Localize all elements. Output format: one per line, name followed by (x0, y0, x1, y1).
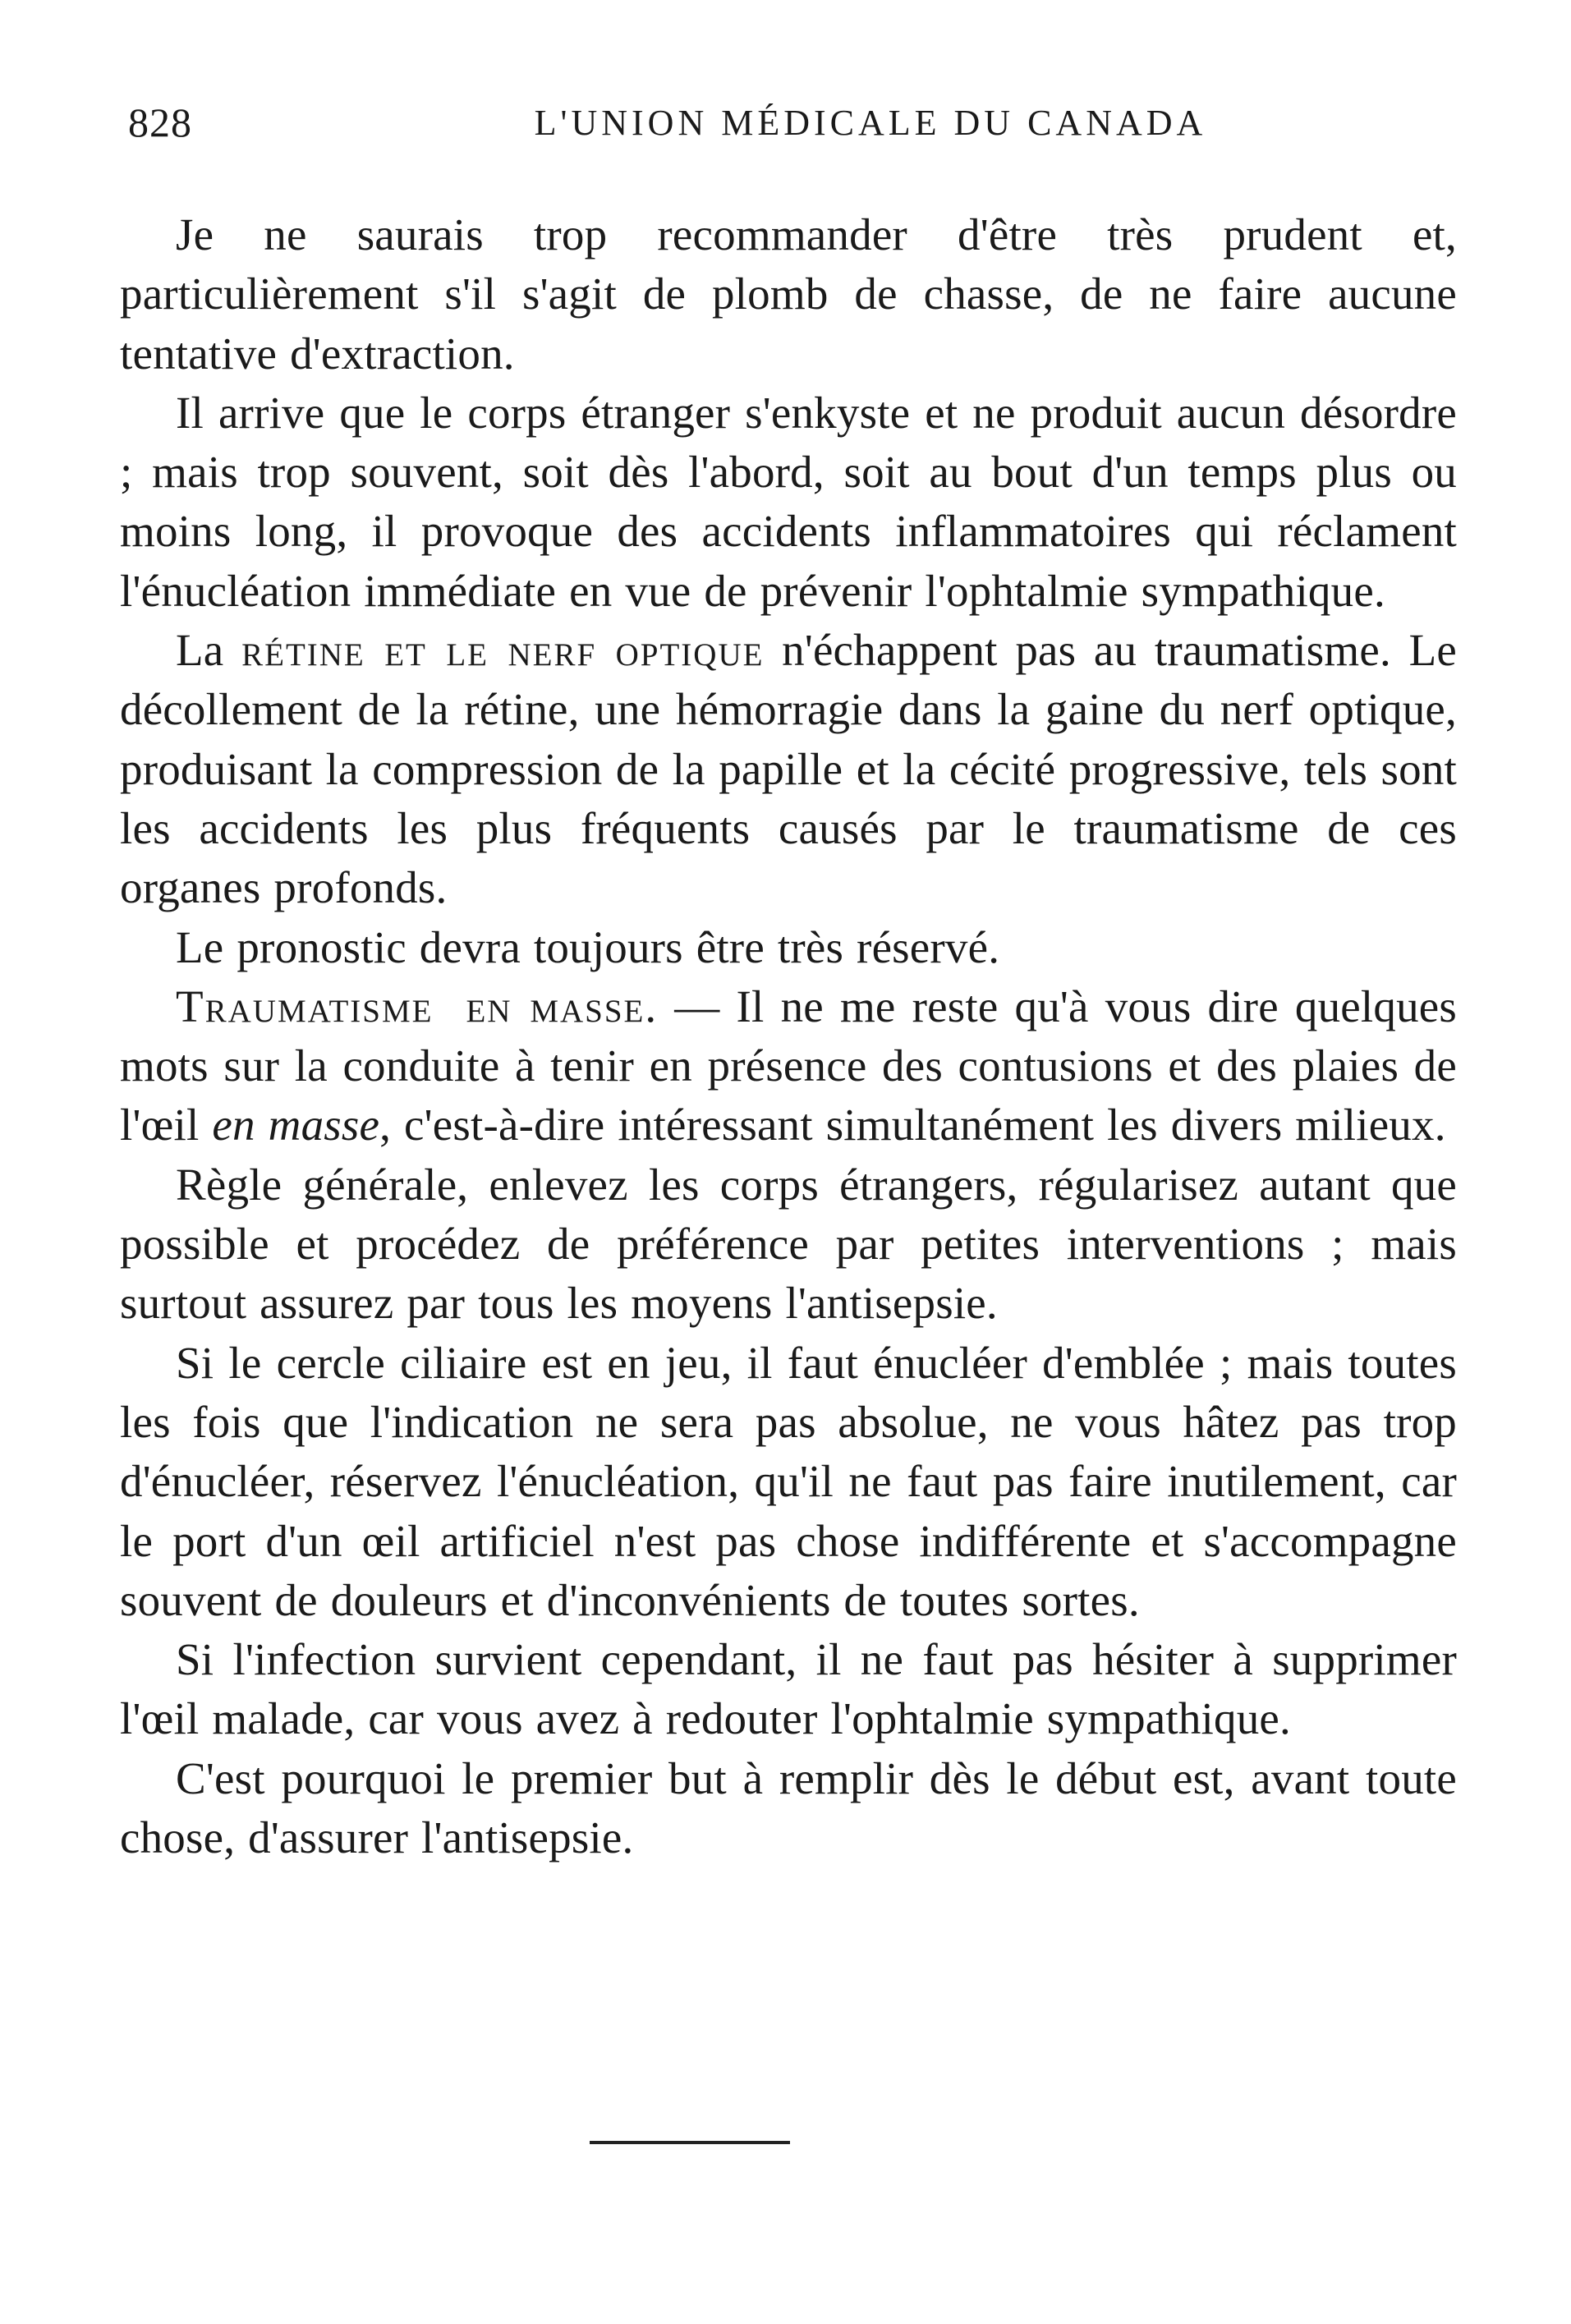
paragraph-3 (120, 621, 1457, 917)
paragraph-text: Si l'infection survient cependant, il ne faut pas hésiter à supprimer l'œil malade, car vous avez à redouter l'ophtalmie sympathique. (120, 1634, 1457, 1744)
section-heading-smallcaps: en masse. (466, 981, 659, 1031)
paragraph-text: Le pronostic devra toujours être très réservé. (176, 921, 1000, 972)
paragraph-text: — Il ne me reste qu'à vous dire quelques mots sur la conduite à tenir en présence des contusions et des plaies de l'œil (120, 981, 1457, 1151)
paragraph-text: Règle générale, enlevez les corps étrangers, régularisez autant que possible et procédez de préférence par petites interventions ; mais surtout assurez par tous les moyens l'antisepsie. (120, 1159, 1457, 1329)
end-of-section-rule (590, 2141, 790, 2144)
paragraph-9 (120, 1749, 1457, 1868)
section-heading-smallcaps: Traumatisme (176, 981, 434, 1031)
page-number: 828 (128, 99, 192, 145)
paragraph-lead: La (176, 625, 224, 676)
paragraph-7 (120, 1334, 1457, 1630)
paragraph-text: Si le cercle ciliaire est en jeu, il faut énucléer d'emblée ; mais toutes les fois que l'indication ne sera pas absolue, ne vous hâtez pas trop d'énucléer, réservez l'énucléation, qu'il ne faut pas faire inutilement, car le port d'un œil artificiel n'est pas chose indifférente et s'accompagne souvent de douleurs et d'inconvénients de toutes sortes. (120, 1337, 1457, 1625)
body-text (115, 205, 1457, 1867)
page-header (115, 90, 1462, 172)
paragraph-text: , c'est-à-dire intéressant simultanément les divers milieux. (379, 1100, 1446, 1151)
paragraph-text: C'est pourquoi le premier but à remplir dès le début est, avant toute chose, d'assurer l'antisepsie. (120, 1752, 1457, 1863)
paragraph-text: Je ne saurais trop recommander d'être très prudent et, particulièrement s'il s'agit de plomb de chasse, de ne faire aucune tentative d'extraction. (120, 209, 1457, 379)
paragraph-8 (120, 1630, 1457, 1749)
paragraph-2 (120, 384, 1457, 621)
paragraph-4 (120, 918, 1457, 977)
paragraph-5 (120, 977, 1457, 1155)
section-lead-smallcaps: rétine et le nerf optique (241, 625, 765, 676)
paragraph-1 (120, 205, 1457, 384)
italic-phrase: en masse (212, 1100, 380, 1151)
paragraph-text: Il arrive que le corps étranger s'enkyste et ne produit aucun désordre ; mais trop souvent, soit dès l'abord, soit au bout d'un temps plus ou moins long, il provoque des accidents inflammatoires qui réclament l'énucléation immédiate en vue de prévenir l'ophtalmie sympathique. (120, 387, 1457, 616)
running-title: L'UNION MÉDICALE DU CANADA (534, 103, 1207, 143)
document-page (115, 90, 1462, 2308)
paragraph-text: n'échappent pas au traumatisme. Le décollement de la rétine, une hémorragie dans la gaine du nerf optique, produisant la compression de la papille et la cécité progressive, tels sont les accidents les plus fréquents causés par le traumatisme de ces organes profonds. (120, 625, 1458, 913)
paragraph-6 (120, 1155, 1457, 1334)
